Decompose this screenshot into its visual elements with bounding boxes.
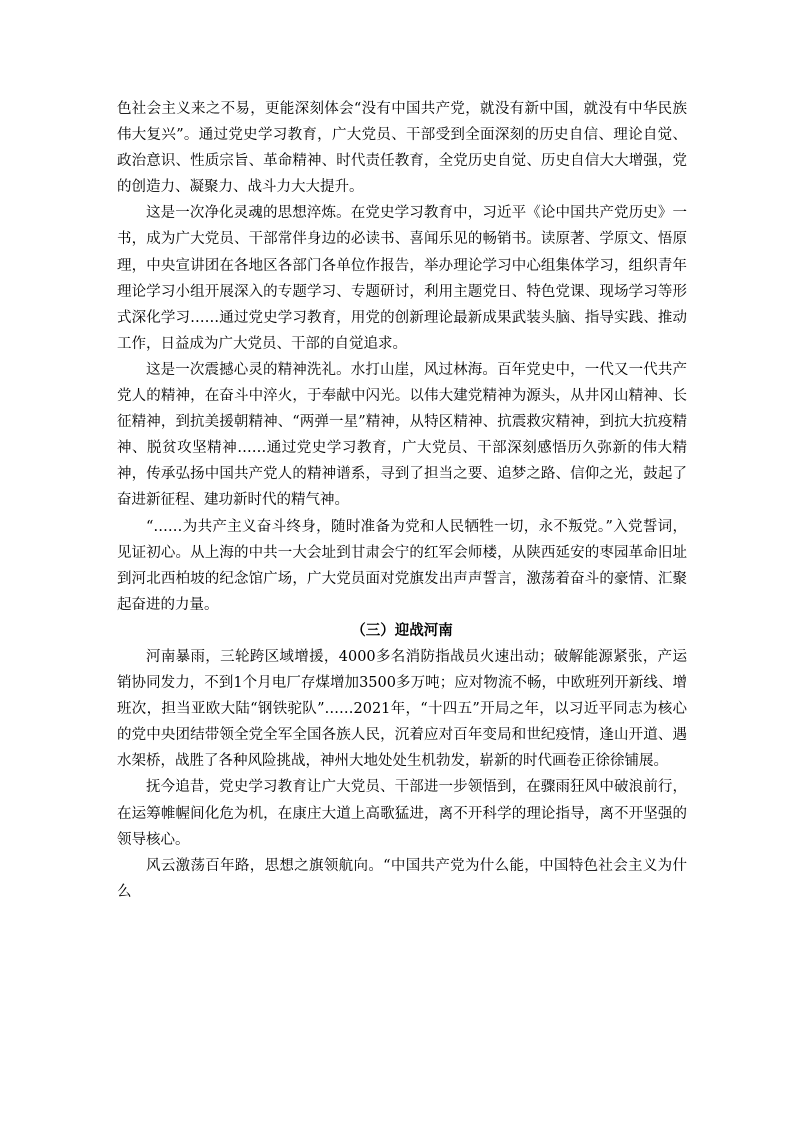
paragraph-party-oath: “……为共产主义奋斗终身，随时准备为党和人民牺牲一切，永不叛党。”入党誓词，见证初心。从上海的中共一大会址到甘肃会宁的红军会师楼，从陕西延安的枣园革命旧址到河北西柏坡的纪念馆广场，广大党员面对党旗发出声声誓言，激荡着奋斗的豪情、汇聚起奋进的力量。 <box>117 518 687 613</box>
document-body <box>117 96 687 905</box>
paragraph-party-history-confidence: 色社会主义来之不易，更能深刻体会“没有中国共产党，就没有新中国，就没有中华民族伟大复兴”。通过党史学习教育，广大党员、干部受到全面深刻的历史自信、理论自觉、政治意识、性质宗旨、革命精神、时代责任教育，全党历史自觉、历史自信大大增强，党的创造力、凝聚力、战斗力大大提升。 <box>117 101 687 196</box>
paragraph-spiritual-baptism: 这是一次震撼心灵的精神洗礼。水打山崖，风过林海。百年党史中，一代又一代共产党人的精神，在奋斗中淬火，于奉献中闪光。以伟大建党精神为源头，从井冈山精神、长征精神，到抗美援朝精神、“两弹一星”精神，从特区精神、抗震救灾精神，到抗大抗疫精神、脱贫攻坚精神……通过党史学习教育，广大党员、干部深刻感悟历久弥新的伟大精神，传承弘扬中国共产党人的精神谱系，寻到了担当之要、追梦之路、信仰之光，鼓起了奋进新征程、建功新时代的精气神。 <box>117 361 687 509</box>
section-heading: （三）迎战河南 <box>351 621 453 639</box>
paragraph-henan-rainstorm: 河南暴雨，三轮跨区域增援，4000多名消防指战员火速出动；破解能源紧张，产运销协同发力，不到1个月电厂存煤增加3500多万吨；应对物流不畅，中欧班列开新线、增班次，担当亚欧大陆“钢铁驼队”……2021年，“十四五”开局之年，以习近平同志为核心的党中央团结带领全党全军全国各族人民，沉着应对百年变局和世纪疫情，逢山开道、遇水架桥，战胜了各种风险挑战，神州大地处处生机勃发，崭新的时代画卷正徐徐铺展。 <box>117 648 687 770</box>
paragraph-thought-banner: 风云激荡百年路，思想之旗领航向。“中国共产党为什么能，中国特色社会主义为什么 <box>117 857 687 900</box>
paragraph-ideological-tempering: 这是一次净化灵魂的思想淬炼。在党史学习教育中，习近平《论中国共产党历史》一书，成为广大党员、干部常伴身边的必读书、喜闻乐见的畅销书。读原著、学原文、悟原理，中央宣讲团在各地区各部门各单位作报告，举办理论学习中心组集体学习，组织青年理论学习小组开展深入的专题学习、专题研讨，利用主题党日、特色党课、现场学习等形式深化学习……通过党史学习教育，用党的创新理论最新成果武装头脑、指导实践、推动工作，日益成为广大党员、干部的自觉追求。 <box>117 205 687 352</box>
paragraph-reflection: 抚今追昔，党史学习教育让广大党员、干部进一步领悟到，在骤雨狂风中破浪前行，在运筹帷幄间化危为机，在康庄大道上高歌猛进，离不开科学的理论指导，离不开坚强的领导核心。 <box>117 779 687 848</box>
